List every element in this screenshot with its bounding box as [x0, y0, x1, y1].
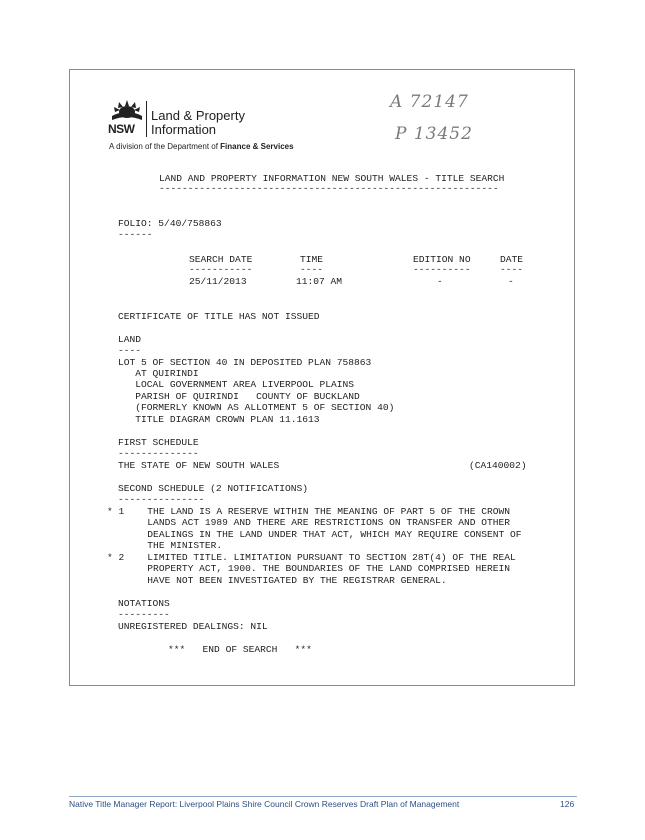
land-line: AT QUIRINDI	[118, 368, 199, 379]
second-schedule-heading: SECOND SCHEDULE (2 NOTIFICATIONS)	[118, 483, 308, 494]
land-line: TITLE DIAGRAM CROWN PLAN 11.1613	[118, 414, 320, 425]
doc-title: LAND AND PROPERTY INFORMATION NEW SOUTH WALES - TITLE SEARCH	[159, 173, 505, 184]
first-schedule-rule: --------------	[118, 448, 199, 459]
first-schedule-owner: THE STATE OF NEW SOUTH WALES	[118, 460, 280, 471]
rule-date: ----	[500, 264, 524, 275]
footer-report-title: Native Title Manager Report: Liverpool Plains Shire Council Crown Reserves Draft Plan of Management	[69, 799, 460, 809]
rule-search-date: -----------	[189, 264, 253, 275]
footer-rule	[69, 796, 577, 797]
folio: FOLIO: 5/40/758863	[118, 218, 222, 229]
first-schedule-heading: FIRST SCHEDULE	[118, 437, 199, 448]
value-edition-no: -	[437, 276, 443, 287]
header-search-date: SEARCH DATE	[189, 254, 253, 265]
division-prefix: A division of the Department of	[109, 142, 221, 151]
notations-heading: NOTATIONS	[118, 598, 170, 609]
certificate-status: CERTIFICATE OF TITLE HAS NOT ISSUED	[118, 311, 320, 322]
notification-line: * 1 THE LAND IS A RESERVE WITHIN THE MEANING OF PART 5 OF THE CROWN	[107, 506, 511, 517]
handwritten-ref-p: P 13452	[395, 124, 473, 144]
second-schedule-rule: ---------------	[118, 494, 205, 505]
nsw-wordmark: NSW	[108, 122, 135, 136]
header-edition-no: EDITION NO	[413, 254, 471, 265]
division-line	[109, 142, 294, 151]
land-line: LOT 5 OF SECTION 40 IN DEPOSITED PLAN 758863	[118, 357, 372, 368]
notification-line: THE MINISTER.	[107, 540, 223, 551]
land-rule: ----	[118, 345, 142, 356]
brand-name-line2: Information	[151, 122, 217, 137]
logo-divider	[146, 101, 147, 137]
rule-edition-no: ----------	[413, 264, 471, 275]
waratah-logo-icon	[109, 98, 145, 122]
folio-rule: ------	[118, 229, 153, 240]
notification-line: PROPERTY ACT, 1900. THE BOUNDARIES OF THE LAND COMPRISED HEREIN	[107, 563, 511, 574]
value-search-date: 25/11/2013	[189, 276, 247, 287]
notification-line: * 2 LIMITED TITLE. LIMITATION PURSUANT TO SECTION 28T(4) OF THE REAL	[107, 552, 516, 563]
header-time: TIME	[300, 254, 324, 265]
rule-time: ----	[300, 264, 324, 275]
end-of-search: *** END OF SEARCH ***	[168, 644, 312, 655]
land-line: (FORMERLY KNOWN AS ALLOTMENT 5 OF SECTION 40)	[118, 402, 395, 413]
land-line: PARISH OF QUIRINDI COUNTY OF BUCKLAND	[118, 391, 360, 402]
unregistered-dealings: UNREGISTERED DEALINGS: NIL	[118, 621, 268, 632]
doc-title-rule: -----------------------------------------------------------	[159, 183, 499, 194]
handwritten-ref-a: A 72147	[390, 92, 469, 112]
brand-name-line1: Land & Property	[151, 108, 245, 123]
first-schedule-ref: (CA140002)	[469, 460, 527, 471]
notification-line: DEALINGS IN THE LAND UNDER THAT ACT, WHICH MAY REQUIRE CONSENT OF	[107, 529, 522, 540]
page-number: 126	[560, 799, 575, 809]
notification-line: LANDS ACT 1989 AND THERE ARE RESTRICTIONS ON TRANSFER AND OTHER	[107, 517, 511, 528]
header-date: DATE	[500, 254, 524, 265]
division-department: Finance & Services	[220, 142, 294, 151]
land-heading: LAND	[118, 334, 142, 345]
value-time: 11:07 AM	[296, 276, 343, 287]
notification-line: HAVE NOT BEEN INVESTIGATED BY THE REGISTRAR GENERAL.	[107, 575, 447, 586]
notations-rule: ---------	[118, 609, 170, 620]
value-date: -	[508, 276, 514, 287]
land-line: LOCAL GOVERNMENT AREA LIVERPOOL PLAINS	[118, 379, 355, 390]
